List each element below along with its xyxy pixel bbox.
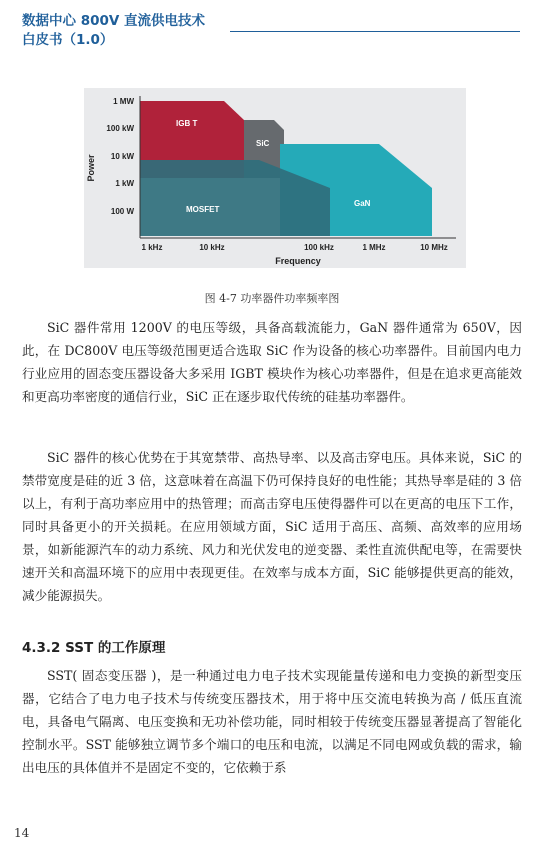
paragraph-1: SiC 器件常用 1200V 的电压等级，具备高载流能力，GaN 器件通常为 650V，因此，在 DC800V 电压等级范围更适合选取 SiC 作为设备的核心功率器件。目前国内电力行业应用的固态变压器设备大多采用 IGBT 模块作为核心功率器件，但是在追求更高能效和更高功率密度的通信行业，SiC 正在逐步取代传统的硅基功率器件。 [22, 320, 522, 404]
figure-caption: 图 4-7 功率器件功率频率图 [204, 292, 340, 305]
x-tick-label: 1 kHz [141, 243, 163, 252]
region-label: GaN [354, 199, 371, 208]
x-tick-label: 10 kHz [199, 243, 225, 252]
section-heading: 4.3.2 SST 的工作原理 [22, 640, 166, 656]
y-tick-label: 100 kW [106, 124, 134, 133]
y-axis-title: Power [86, 154, 96, 182]
paragraph-2: SiC 器件的核心优势在于其宽禁带、高热导率、以及高击穿电压。具体来说，SiC 的禁带宽度是硅的近 3 倍，这意味着在高温下仍可保持良好的电性能；其热导率是硅的 3 倍以上，有利于高功率应用中的热管理；而高击穿电压使得器件可以在更高的电压下工作，同时具备更小的开关损耗。在应用领域方面，SiC 适用于高压、高频、高效率的应用场景，如新能源汽车的动力系统、风力和光伏发电的逆变器、柔性直流供配电等，在需要快速开关和高温环境下的应用中表现更佳。在效率与成本方面，SiC 能够提供更高的能效，减少能源损失。 [22, 450, 522, 603]
document-title-line1: 数据中心 800V 直流供电技术 [22, 13, 206, 29]
x-tick-label: 100 kHz [304, 243, 334, 252]
page-number: 14 [14, 826, 30, 840]
y-tick-label: 100 W [110, 207, 134, 216]
y-tick-label: 1 kW [115, 179, 134, 188]
paragraph-3: SST( 固态变压器 )，是一种通过电力电子技术实现能量传递和电力变换的新型变压器，它结合了电力电子技术与传统变压器技术，用于将中压交流电转换为高 / 低压直流电，具备电气隔离、电压变换和无功补偿功能，同时相较于传统变压器显著提高了智能化控制水平。SST 能够独立调节多个端口的电压和电流，以满足不同电网或负载的需求，输出电压的具体值并不是固定不变的，它依赖于系 [22, 668, 522, 775]
y-tick-label: 1 MW [113, 97, 134, 106]
x-tick-label: 1 MHz [362, 243, 386, 252]
document-title-line2: 白皮书（1.0） [22, 32, 114, 48]
x-tick-label: 10 MHz [420, 243, 448, 252]
region-label: IGB T [176, 119, 198, 128]
region-label: MOSFET [186, 205, 220, 214]
header-rule [230, 31, 520, 32]
y-tick-label: 10 kW [110, 152, 134, 161]
region-label: SiC [256, 139, 270, 148]
power-frequency-chart [84, 88, 466, 268]
x-axis-title: Frequency [275, 256, 321, 266]
document-title [22, 12, 205, 50]
